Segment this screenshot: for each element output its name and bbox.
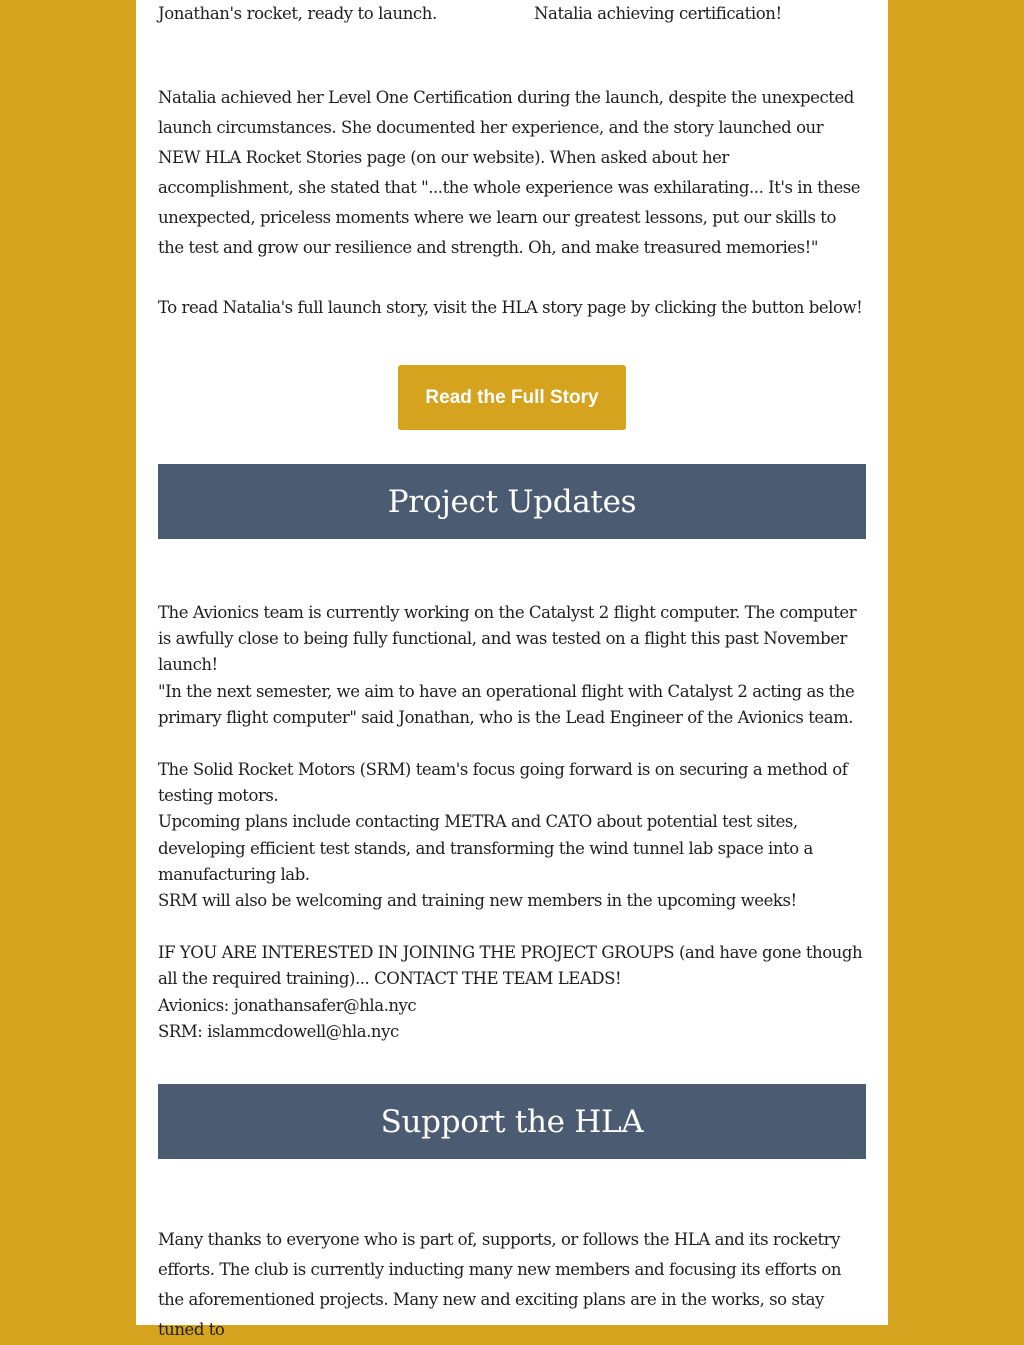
- srm-focus: The Solid Rocket Motors (SRM) team's focus going forward is on securing a method of testing motors.: [158, 760, 848, 806]
- contact-intro: IF YOU ARE INTERESTED IN JOINING THE PROJECT GROUPS (and have gone though all the required training)... CONTACT THE TEAM LEADS!: [158, 943, 863, 989]
- avionics-quote: "In the next semester, we aim to have an operational flight with Catalyst 2 acting as the primary flight computer" said Jonathan, who is the Lead Engineer of the Avionics team.: [158, 681, 855, 727]
- avionics-status: The Avionics team is currently working on the Catalyst 2 flight computer. The computer is awfully close to being fully functional, and was tested on a flight this past November launch!: [158, 603, 857, 675]
- caption-natalia-certification: Natalia achieving certification!: [534, 4, 782, 23]
- support-heading: Support the HLA: [158, 1084, 866, 1159]
- srm-plans: Upcoming plans include contacting METRA and CATO about potential test sites, developing efficient test stands, and transforming the wind tunnel lab space into a manufacturing lab.: [158, 812, 813, 884]
- intro-call-to-action: To read Natalia's full launch story, visit the HLA story page by clicking the button below!: [158, 298, 863, 317]
- contact-srm-lead: SRM: islammcdowell@hla.nyc: [158, 1021, 399, 1041]
- intro-paragraph: Natalia achieved her Level One Certification during the launch, despite the unexpected launch circumstances. She documented her experience, and the story launched our NEW HLA Rocket Stories page (on our website). When asked about her accomplishment, she stated that "...the whole experience was exhilarating... It's in these unexpected, priceless moments where we learn our greatest lessons, put our skills to the test and grow our resilience and strength. Oh, and make treasured memories!": [158, 88, 861, 257]
- contact-avionics-lead: Avionics: jonathansafer@hla.nyc: [158, 995, 417, 1015]
- intro-section: [158, 83, 866, 323]
- newsletter-page: [136, 0, 888, 1339]
- srm-recruiting: SRM will also be welcoming and training new members in the upcoming weeks!: [158, 891, 797, 911]
- support-body: [158, 1225, 866, 1345]
- caption-jonathan-rocket: Jonathan's rocket, ready to launch.: [158, 4, 437, 23]
- photo-captions: [158, 4, 866, 28]
- support-paragraph: Many thanks to everyone who is part of, supports, or follows the HLA and its rocketry efforts. The club is currently inducting many new members and focusing its efforts on the aforementioned projects. Many new and exciting plans are in the works, so stay tuned to: [158, 1230, 842, 1339]
- project-updates-body: [158, 600, 866, 1045]
- read-full-story-button[interactable]: Read the Full Story: [398, 365, 626, 430]
- project-updates-heading: Project Updates: [158, 464, 866, 539]
